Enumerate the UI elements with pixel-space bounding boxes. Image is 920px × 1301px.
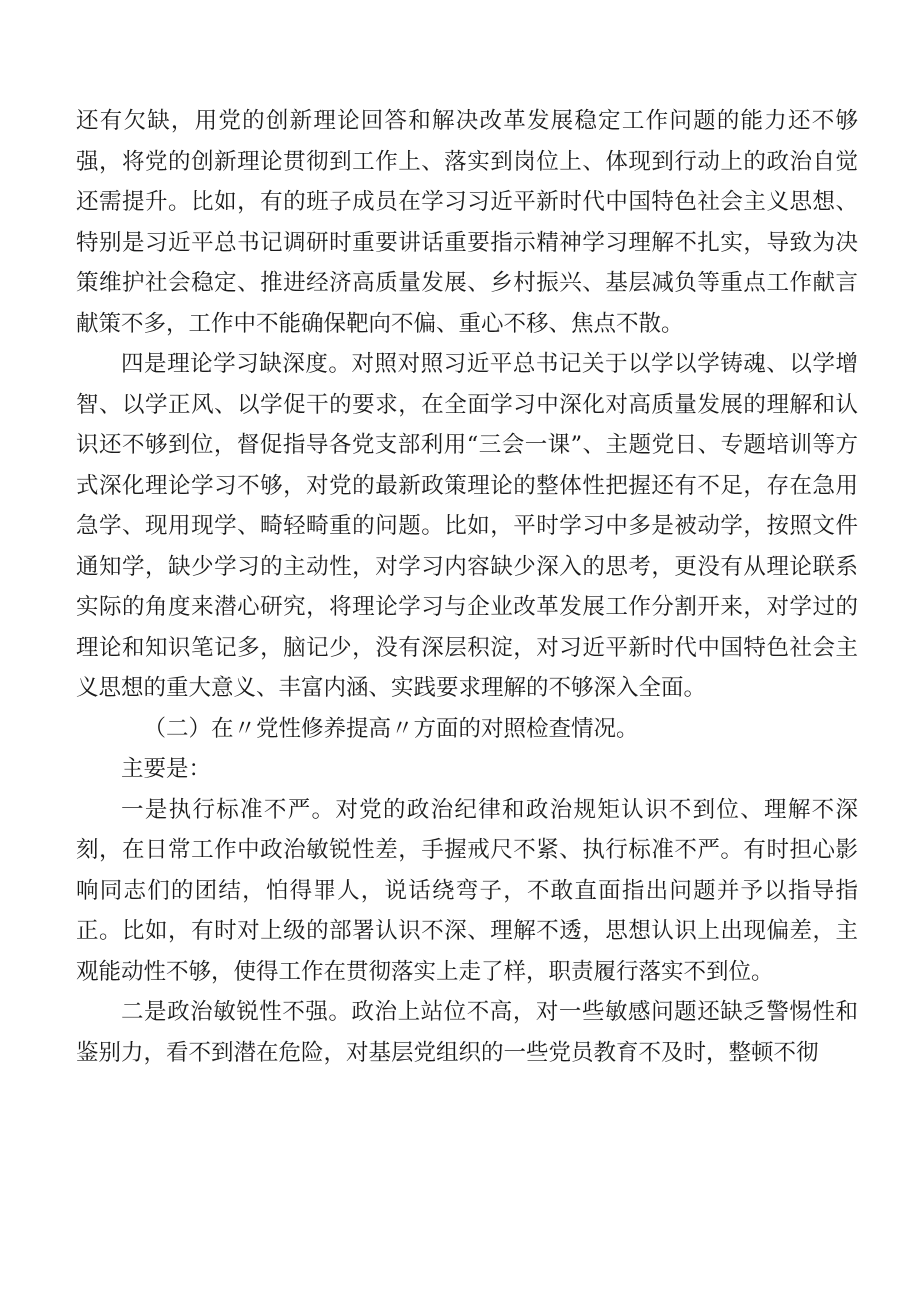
paragraph-point-one: 一是执行标准不严。对党的政治纪律和政治规矩认识不到位、理解不深刻，在日常工作中政治敏锐性差，手握戒尺不紧、执行标准不严。有时担心影响同志们的团结，怕得罪人，说话绕弯子，不敢直面指出问题并予以指导指正。比如，有时对上级的部署认识不深、理解不透，思想认识上出现偏差，主观能动性不够，使得工作在贯彻落实上走了样，职责履行落实不到位。 — [76, 796, 858, 985]
section-heading: （二）在〃党性修养提高〃方面的对照检查情况。 — [143, 715, 639, 742]
paragraph-point-two: 二是政治敏锐性不强。政治上站位不高，对一些敏感问题还缺乏警惕性和鉴别力，看不到潜在危险，对基层党组织的一些党员教育不及时，整顿不彻 — [76, 999, 858, 1066]
paragraph-intro: 主要是： — [121, 756, 212, 782]
document-body — [76, 101, 858, 1073]
paragraph-point-four: 四是理论学习缺深度。对照对照习近平总书记关于以学以学铸魂、以学增智、以学正风、以学促干的要求，在全面学习中深化对高质量发展的理解和认识还不够到位，督促指导各党支部利用“三会一课”、主题党日、专题培训等方式深化理论学习不够，对党的最新政策理论的整体性把握还有不足，存在急用急学、现用现学、畸轻畸重的问题。比如，平时学习中多是被动学，按照文件通知学，缺少学习的主动性，对学习内容缺少深入的思考，更没有从理论联系实际的角度来潜心研究，将理论学习与企业改革发展工作分割开来，对学过的理论和知识笔记多，脑记少，没有深层积淀，对习近平新时代中国特色社会主义思想的重大意义、丰富内涵、实践要求理解的不够深入全面。 — [76, 351, 858, 701]
paragraph-continuation: 还有欠缺，用党的创新理论回答和解决改革发展稳定工作问题的能力还不够强，将党的创新理论贯彻到工作上、落实到岗位上、体现到行动上的政治自觉还需提升。比如，有的班子成员在学习习近平新时代中国特色社会主义思想、特别是习近平总书记调研时重要讲话重要指示精神学习理解不扎实，导致为决策维护社会稳定、推进经济高质量发展、乡村振兴、基层减负等重点工作献言献策不多，工作中不能确保靶向不偏、重心不移、焦点不散。 — [76, 108, 858, 337]
